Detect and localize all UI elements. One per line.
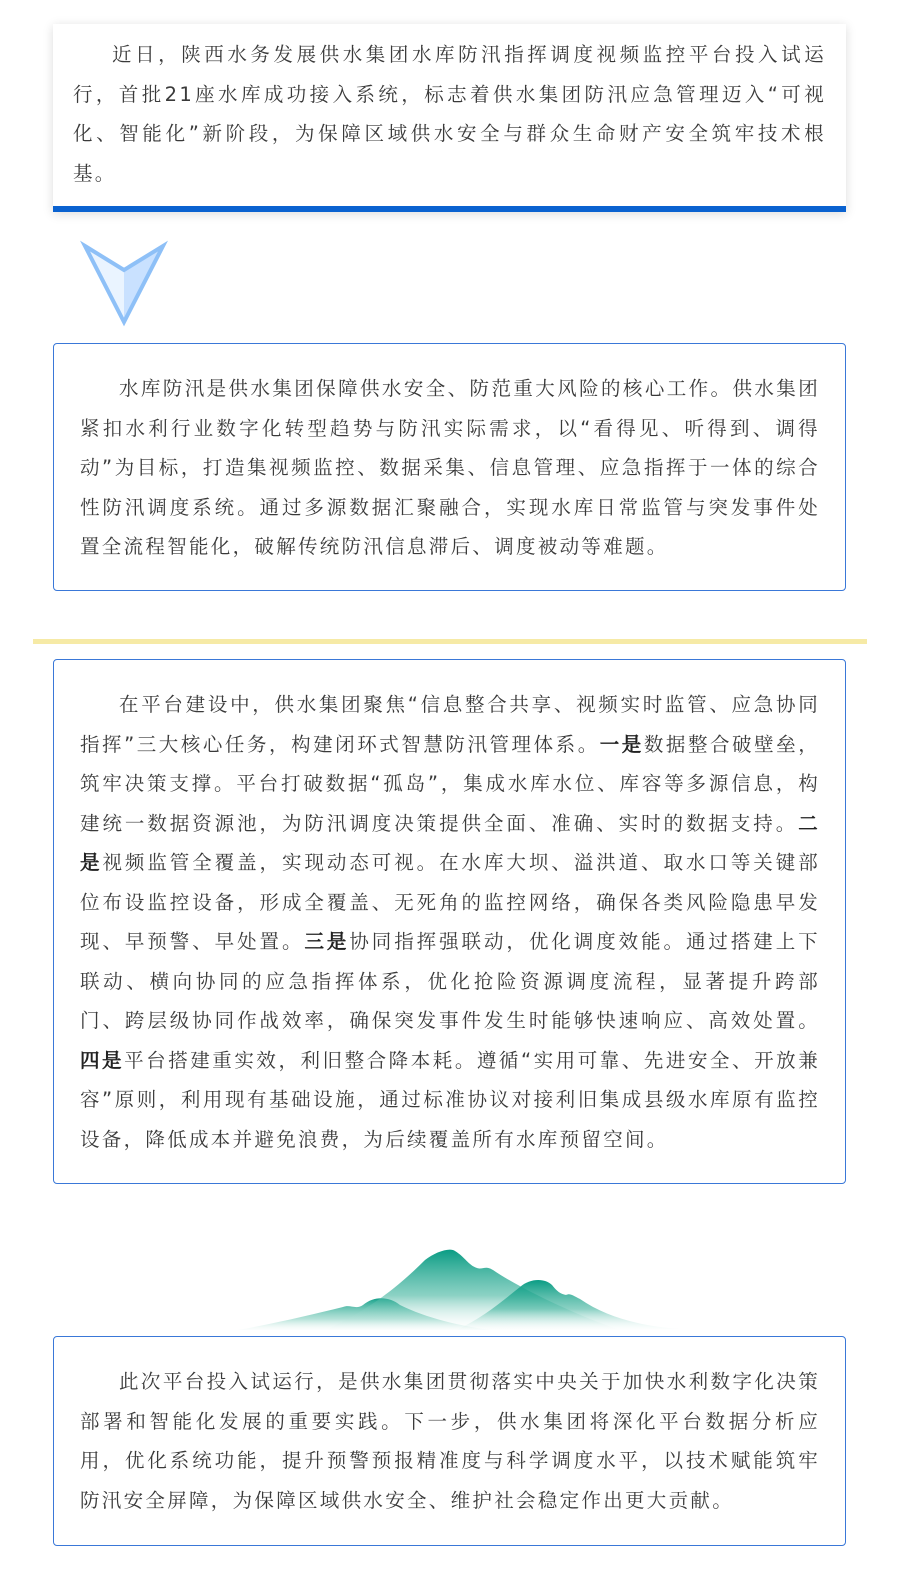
text-run: 在平台建设中，供水集团聚焦“信息整合共享、视频实时监管、应急协同指挥”三大核心任务，构建闭环式智慧防汛管理体系。 (80, 693, 820, 756)
text-run: 视频监管全覆盖，实现动态可视。在水库大坝、溢洪道、取水口等关键部位布设监控设备，形成全覆盖、无死角的监控网络，确保各类风险隐患早发现、早预警、早处置。 (80, 851, 820, 953)
mountains-icon (200, 1215, 720, 1330)
text-run: 协同指挥强联动，优化调度效能。通过搭建上下联动、横向协同的应急指挥体系，优化抢险资源调度流程，显著提升跨部门、跨层级协同作战效率，确保突发事件发生时能够快速响应、高效处置。 (80, 930, 820, 1032)
text-run: 近日，陕西水务发展供水集团水库防汛指挥调度视频监控平台投入试运行，首批21座水库成功接入系统，标志着供水集团防汛应急管理迈入“可视化、智能化”新阶段，为保障区域供水安全与群众生命财产安全筑牢技术根基。 (73, 43, 826, 185)
text-run: 水库防汛是供水集团保障供水安全、防范重大风险的核心工作。供水集团紧扣水利行业数字化转型趋势与防汛实际需求，以“看得见、听得到、调得动”为目标，打造集视频监控、数据采集、信息管理、应急指挥于一体的综合性防汛调度系统。通过多源数据汇聚融合，实现水库日常监管与突发事件处置全流程智能化，破解传统防汛信息滞后、调度被动等难题。 (80, 377, 820, 558)
construction-paragraph (80, 685, 820, 1159)
background-card (53, 343, 846, 591)
intro-paragraph (73, 35, 826, 193)
accent-bar (53, 206, 846, 212)
next-steps-paragraph (80, 1362, 820, 1520)
section-divider (33, 639, 867, 644)
bold-lead-text: 二是 (80, 811, 820, 874)
text-run: 数据整合破壁垒，筑牢决策支撑。平台打破数据“孤岛”，集成水库水位、库容等多源信息，构建统一数据资源池，为防汛调度决策提供全面、准确、实时的数据支持。 (80, 732, 820, 835)
bold-lead-text: 一是 (599, 732, 644, 756)
background-paragraph (80, 369, 820, 567)
bold-lead-text: 四是 (80, 1048, 125, 1072)
bold-lead-text: 三是 (304, 930, 350, 953)
text-run: 此次平台投入试运行，是供水集团贯彻落实中央关于加快水利数字化决策部署和智能化发展的重要实践。下一步，供水集团将深化平台数据分析应用，优化系统功能，提升预警预报精准度与科学调度水平，以技术赋能筑牢防汛安全屏障，为保障区域供水安全、维护社会稳定作出更大贡献。 (80, 1370, 820, 1512)
construction-card (53, 659, 846, 1184)
text-run: 平台搭建重实效，利旧整合降本耗。遵循“实用可靠、先进安全、开放兼容”原则，利用现有基础设施，通过标准协议对接利旧集成县级水库原有监控设备，降低成本并避免浪费，为后续覆盖所有水库预留空间。 (80, 1048, 821, 1151)
down-arrow-icon (80, 240, 168, 328)
intro-box (53, 24, 846, 212)
next-steps-card (53, 1336, 846, 1546)
